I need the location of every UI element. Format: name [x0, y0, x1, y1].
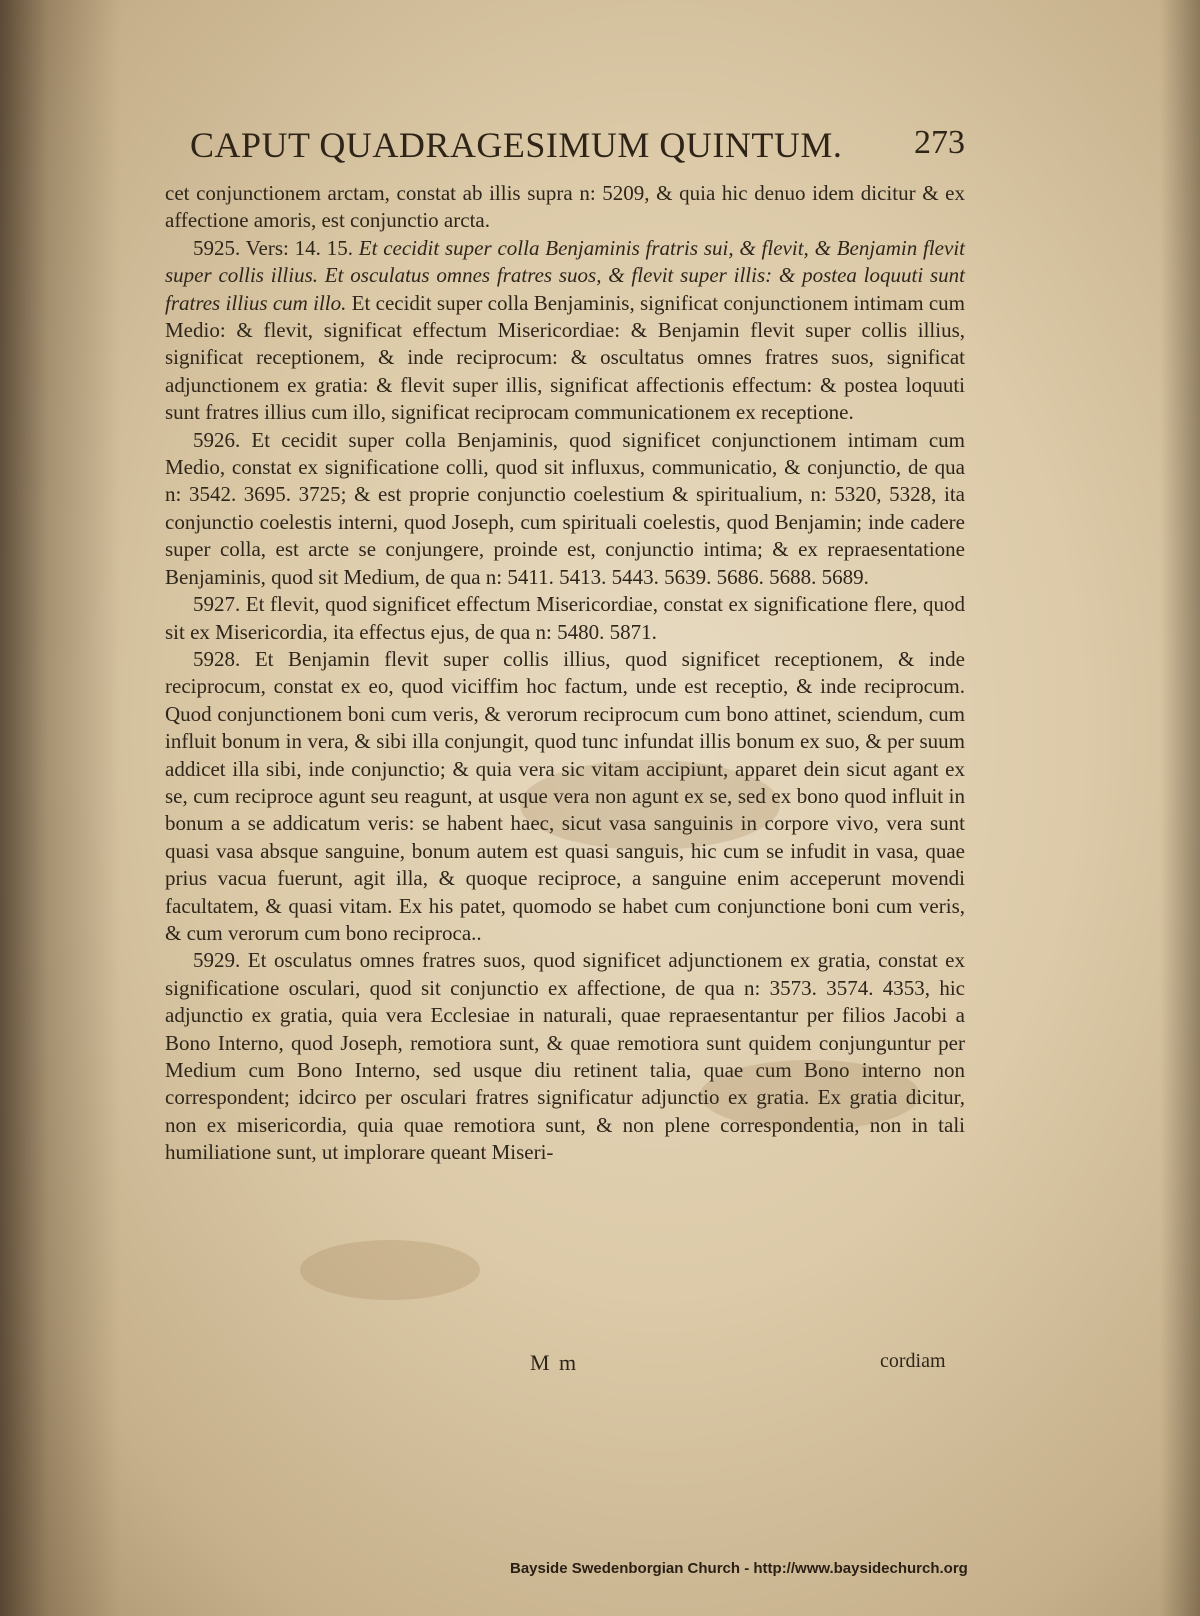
paragraph-continuation: cet conjunctionem arctam, constat ab illis supra n: 5209, & quia hic denuo idem dicitur & ex affectione amoris, est conjunctio arcta. [165, 181, 965, 233]
paragraph-5929: 5929. Et osculatus omnes fratres suos, quod significet adjunctionem ex gratia, constat ex significatione osculari, quod sit conjunctio ex affectione, de qua n: 3573. 3574. 4353, hic adjunctio ex gratia, quia vera Ecclesiae in naturali, quae repraesentantur per filios Jacobi a Bono Interno, quod Joseph, remotiora sunt, & quae remotiora sunt quidem conjunguntur per Medium cum Bono Interno, sed usque diu retinent talia, quae cum Bono interno non correspondent; idcirco per osculari fratres significatur adjunctio ex gratia. Ex gratia dicitur, non ex misericordia, quia quae remotiora sunt, & non plene correspondentia, non in tali humiliatione sunt, ut implorare queant Miseri- [165, 948, 965, 1165]
verse-quote: Et cecidit super colla Benjaminis fratris sui, & flevit, & Benjamin flevit super collis illius. Et osculatus omnes fratres suos, & flevit super illis: & postea loquuti sunt fratres illius cum illo. [165, 235, 965, 315]
paper-stain [300, 1240, 480, 1300]
catchword: cordiam [880, 1350, 946, 1372]
paragraph-5928: 5928. Et Benjamin flevit super collis illius, quod significet receptionem, & inde reciprocum, constat ex eo, quod viciffim hoc factum, unde est receptio, & inde reciprocum. Quod conjunctionem boni cum veris, & verorum reciprocum cum bono attinet, sciendum, cum influit bonum in vera, & sibi illa conjungit, quod tunc infundat illis bonum ex suo, & per suum addicet illa sibi, inde conjunctio; & quia vera sic vitam accipiunt, apparet dein sicut agant ex se, cum reciproce agunt seu reagunt, at usque vera non agunt ex se, sed ex bono quod influit in bonum a se addicatum veris: se habent haec, sicut vasa sanguinis in corpore vivo, vera sunt quasi vasa absque sanguine, bonum autem est quasi sanguis, hic cum se infudit in vasa, quae prius vacua fuerunt, agit illa, & quoque reciproce, a sanguine enim acceperunt movendi facultatem, & quasi vitam. Ex his patet, quomodo se habet cum conjunctione boni cum veris, & cum verorum cum bono reciproca.. [165, 646, 965, 945]
body-text [165, 180, 965, 1167]
page-number: 273 [914, 124, 965, 161]
paragraph-5927: 5927. Et flevit, quod significet effectum Misericordiae, constat ex significatione flere, quod sit ex Misericordia, ita effectus ejus, de qua n: 5480. 5871. [165, 592, 965, 644]
paragraph-5925: 5925. Vers: 14. 15. Et cecidit super colla Benjaminis fratris sui, & flevit, & Benjamin flevit super collis illius. Et osculatus omnes fratres suos, & flevit super illis: & postea loquuti sunt fratres illius cum illo. Et cecidit super colla Benjaminis, significat conjunctionem intimam cum Medio: & flevit, significat effectum Misericordiae: & Benjamin flevit super collis illius, significat receptionem, & inde reciprocum: & oscultatus omnes fratres suos, significat adjunctionem ex gratia: & flevit super illis, significat affectionis effectum: & postea loquuti sunt fratres illius cum illo, significat reciprocam communicationem ex receptione. [165, 235, 965, 425]
signature-mark: M m [530, 1350, 579, 1375]
page-edge-shadow [1160, 0, 1200, 1616]
running-title: CAPUT QUADRAGESIMUM QUINTUM. [190, 125, 843, 165]
page-header [190, 124, 965, 174]
page-gutter-shadow [0, 0, 120, 1616]
source-credit: Bayside Swedenborgian Church - http://www.baysidechurch.org [510, 1560, 968, 1577]
paragraph-5926: 5926. Et cecidit super colla Benjaminis, quod significet conjunctionem intimam cum Medio, constat ex significatione colli, quod sit influxus, communicatio, & conjunctio, de qua n: 3542. 3695. 3725; & est proprie conjunctio coelestium & spiritualium, n: 5320, 5328, ita conjunctio coelestis interni, quod Joseph, cum spirituali coelestis, quod Benjamin; inde cadere super colla, est arcte se conjungere, proinde est, conjunctio intima; & ex repraesentatione Benjaminis, quod sit Medium, de qua n: 5411. 5413. 5443. 5639. 5686. 5688. 5689. [165, 427, 965, 589]
